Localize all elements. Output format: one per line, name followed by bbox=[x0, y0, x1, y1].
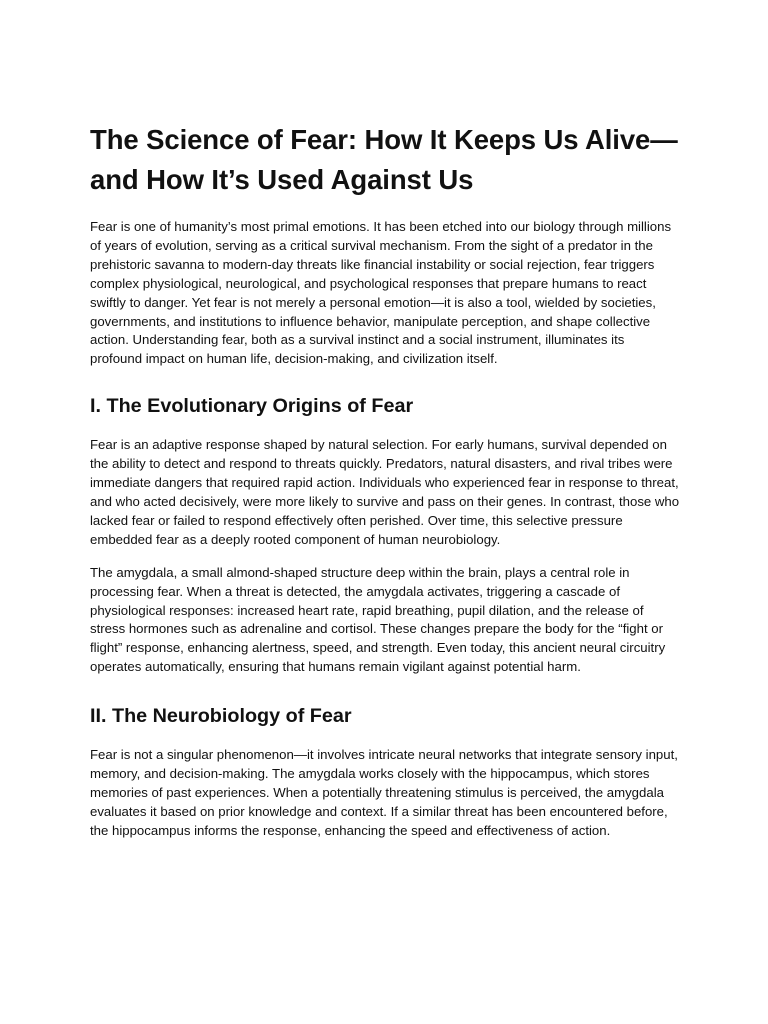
section-paragraph: The amygdala, a small almond-shaped structure deep within the brain, plays a central role in processing fear. When a threat is detected, the amygdala activates, triggering a cascade of physiological responses: increased heart rate, rapid breathing, pupil dilation, and the release of stress hormones such as adrenaline and cortisol. These changes prepare the body for the “fight or flight” response, enhancing alertness, speed, and strength. Even today, this ancient neural circuitry operates automatically, ensuring that humans remain vigilant against potential harm. bbox=[90, 564, 666, 675]
section-paragraph: Fear is an adaptive response shaped by natural selection. For early humans, survival depended on the ability to detect and respond to threats quickly. Predators, natural disasters, and rival tribes were immediate dangers that required rapid action. Individuals who experienced fear in response to threat, and who acted decisively, were more likely to survive and pass on their genes. In contrast, those who lacked fear or failed to respond effectively often perished. Over time, this selective pressure embedded fear as a deeply rooted component of human neurobiology. bbox=[90, 437, 680, 547]
section-evolutionary-origins bbox=[90, 393, 680, 677]
intro-paragraph: Fear is one of humanity’s most primal emotions. It has been etched into our biology through millions of years of evolution, serving as a critical survival mechanism. From the sight of a predator in the prehistoric savanna to modern-day threats like financial instability or social rejection, fear triggers complex physiological, neurological, and psychological responses that prepare humans to react swiftly to danger. Yet fear is not merely a personal emotion—it is also a tool, wielded by societies, governments, and institutions to influence behavior, manipulate perception, and shape collective action. Understanding fear, both as a survival instinct and a social instrument, illuminates its profound impact on human life, decision-making, and civilization itself. bbox=[90, 219, 672, 367]
section-heading: II. The Neurobiology of Fear bbox=[90, 705, 352, 728]
section-paragraph: Fear is not a singular phenomenon—it involves intricate neural networks that integrate sensory input, memory, and decision-making. The amygdala works closely with the hippocampus, which stores memories of past experiences. When a potentially threatening stimulus is perceived, the amygdala evaluates it based on prior knowledge and context. If a similar threat has been encountered before, the hippocampus informs the response, enhancing the speed and effectiveness of action. bbox=[90, 747, 678, 838]
document-title: The Science of Fear: How It Keeps Us Alive—and How It’s Used Against Us bbox=[90, 124, 678, 195]
document-page bbox=[90, 120, 680, 841]
section-heading: I. The Evolutionary Origins of Fear bbox=[90, 395, 414, 418]
section-neurobiology bbox=[90, 703, 680, 841]
